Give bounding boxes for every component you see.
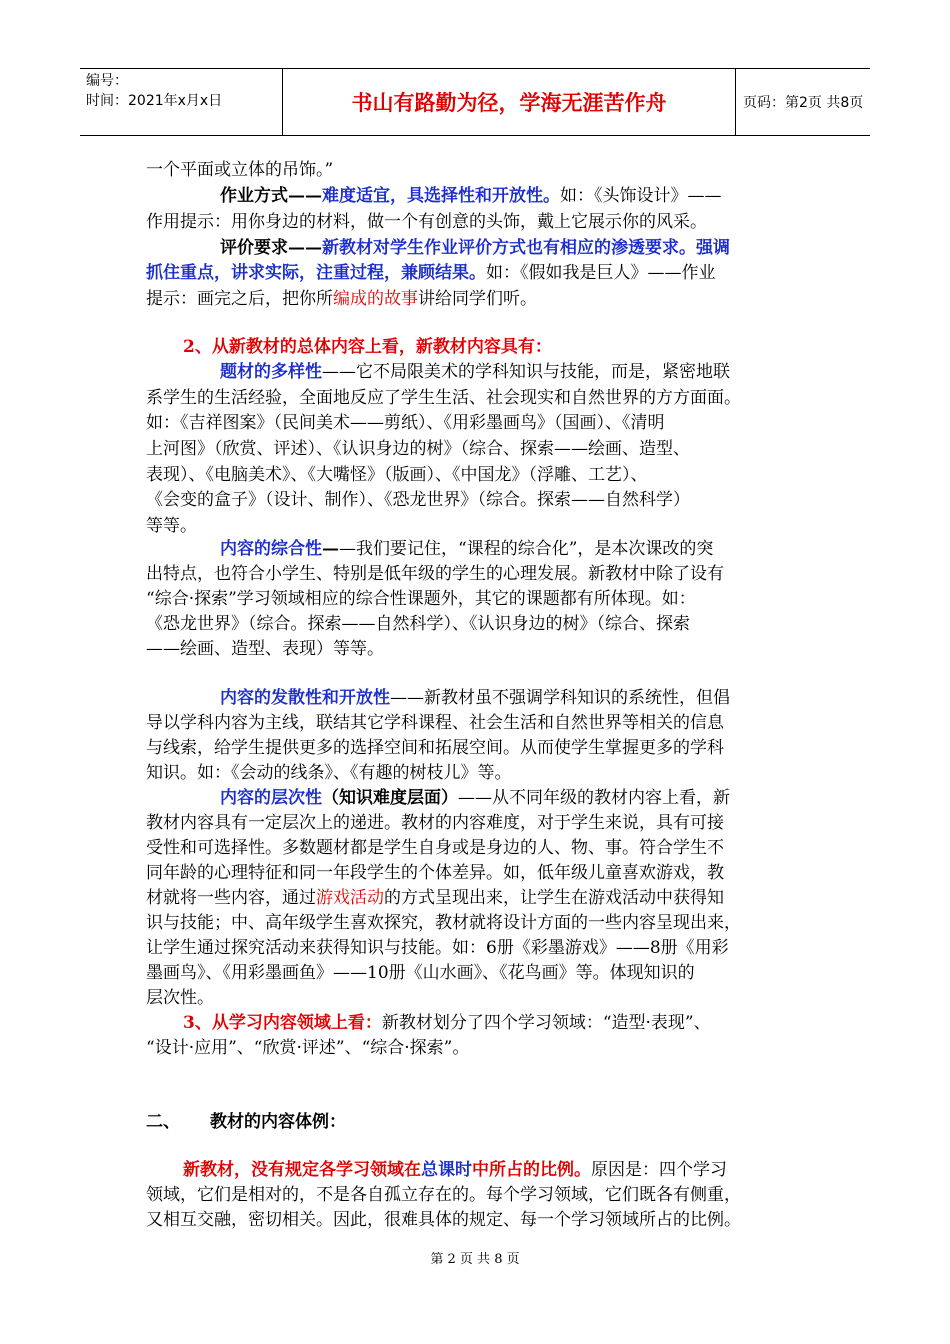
text-line: 系学生的生活经验，全面地反应了学生生活、社会现实和自然世界的方方面面。 xyxy=(146,388,741,408)
text-line: 题材的多样性——它不局限美术的学科知识与技能，而是，紧密地联 xyxy=(220,362,730,382)
text-line: 一个平面或立体的吊饰。” xyxy=(146,160,334,180)
header-meta xyxy=(80,69,283,135)
time-label: 时间：2021年x月x日 xyxy=(86,93,223,109)
text-line: 内容的层次性（知识难度层面）——从不同年级的教材内容上看，新 xyxy=(220,788,730,808)
text-line: 提示：画完之后，把你所编成的故事讲给同学们听。 xyxy=(146,289,537,309)
text-line: 材就将一些内容，通过游戏活动的方式呈现出来，让学生在游戏活动中获得知 xyxy=(146,888,724,908)
text-line: 领域，它们是相对的，不是各自孤立存在的。每个学习领域，它们既各有侧重， xyxy=(146,1185,741,1205)
text-line: 作业方式——难度适宜，具选择性和开放性。如：《头饰设计》—— xyxy=(220,186,722,206)
text-line: 抓住重点，讲求实际，注重过程，兼顾结果。如：《假如我是巨人》——作业 xyxy=(146,263,716,283)
text-line: 新教材，没有规定各学习领域在总课时中所占的比例。原因是：四个学习 xyxy=(183,1160,727,1180)
text-line: 与线索，给学生提供更多的选择空间和拓展空间。从而使学生掌握更多的学科 xyxy=(146,738,724,758)
text-line: 上河图》（欣赏、评述）、《认识身边的树》（综合、探索——绘画、造型、 xyxy=(146,439,690,459)
section-heading: 二、 教材的内容体例： xyxy=(146,1112,346,1132)
page-footer: 第 2 页 共 8 页 xyxy=(430,1252,520,1267)
number-label: 编号： xyxy=(86,73,128,89)
page-header xyxy=(80,68,870,136)
text-line: 内容的发散性和开放性——新教材虽不强调学科知识的系统性，但倡 xyxy=(220,688,730,708)
text-line: 墨画鸟》、《用彩墨画鱼》——10册《山水画》、《花鸟画》等。体现知识的 xyxy=(146,963,695,983)
text-line: 3、从学习内容领域上看：新教材划分了四个学习领域：“造型·表现”、 xyxy=(183,1013,711,1033)
text-line: 让学生通过探究活动来获得知识与技能。如：6册《彩墨游戏》——8册《用彩 xyxy=(146,938,729,958)
text-line: “设计·应用”、“欣赏·评述”、“综合·探索”。 xyxy=(146,1038,470,1058)
text-line: 知识。如：《会动的线条》、《有趣的树枝儿》等。 xyxy=(146,763,512,783)
text-line: 同年龄的心理特征和同一年段学生的个体差异。如，低年级儿童喜欢游戏，教 xyxy=(146,863,724,883)
text-line: 出特点，也符合小学生、特别是低年级的学生的心理发展。新教材中除了设有 xyxy=(146,564,724,584)
text-line: 《恐龙世界》（综合。探索——自然科学）、《认识身边的树》（综合、探索 xyxy=(146,614,690,634)
text-line: 导以学科内容为主线，联结其它学科课程、社会生活和自然世界等相关的信息 xyxy=(146,713,724,733)
text-line: “综合·探索”学习领域相应的综合性课题外，其它的课题都有所体现。如： xyxy=(146,589,696,609)
text-line: 内容的综合性——我们要记住，“课程的综合化”，是本次课改的突 xyxy=(220,539,714,559)
text-line: 如：《吉祥图案》（民间美术——剪纸）、《用彩墨画鸟》（国画）、《清明 xyxy=(146,413,665,433)
text-line: 受性和可选择性。多数题材都是学生自身或是身边的人、物、事。符合学生不 xyxy=(146,838,724,858)
header-page-code: 页码：第2页 共8页 xyxy=(743,95,864,111)
text-line: 教材内容具有一定层次上的递进。教材的内容难度，对于学生来说，具有可接 xyxy=(146,813,724,833)
header-motto: 书山有路勤为径，学海无涯苦作舟 xyxy=(283,69,736,135)
text-line: 层次性。 xyxy=(146,988,214,1008)
text-line: 识与技能；中、高年级学生喜欢探究，教材就将设计方面的一些内容呈现出来， xyxy=(146,913,741,933)
text-line: 评价要求——新教材对学生作业评价方式也有相应的渗透要求。强调 xyxy=(220,238,730,258)
text-line: 《会变的盒子》（设计、制作）、《恐龙世界》（综合。探索——自然科学） xyxy=(146,490,690,510)
text-line: ——绘画、造型、表现）等等。 xyxy=(146,639,384,659)
text-line: 作用提示：用你身边的材料，做一个有创意的头饰，戴上它展示你的风采。 xyxy=(146,212,707,232)
text-line: 等等。 xyxy=(146,516,197,536)
section-heading: 2、从新教材的总体内容上看，新教材内容具有： xyxy=(183,337,552,357)
text-line: 表现）、《电脑美术》、《大嘴怪》（版画）、《中国龙》（浮雕、工艺）、 xyxy=(146,465,648,485)
text-line: 又相互交融，密切相关。因此，很难具体的规定、每一个学习领域所占的比例。 xyxy=(146,1210,741,1230)
